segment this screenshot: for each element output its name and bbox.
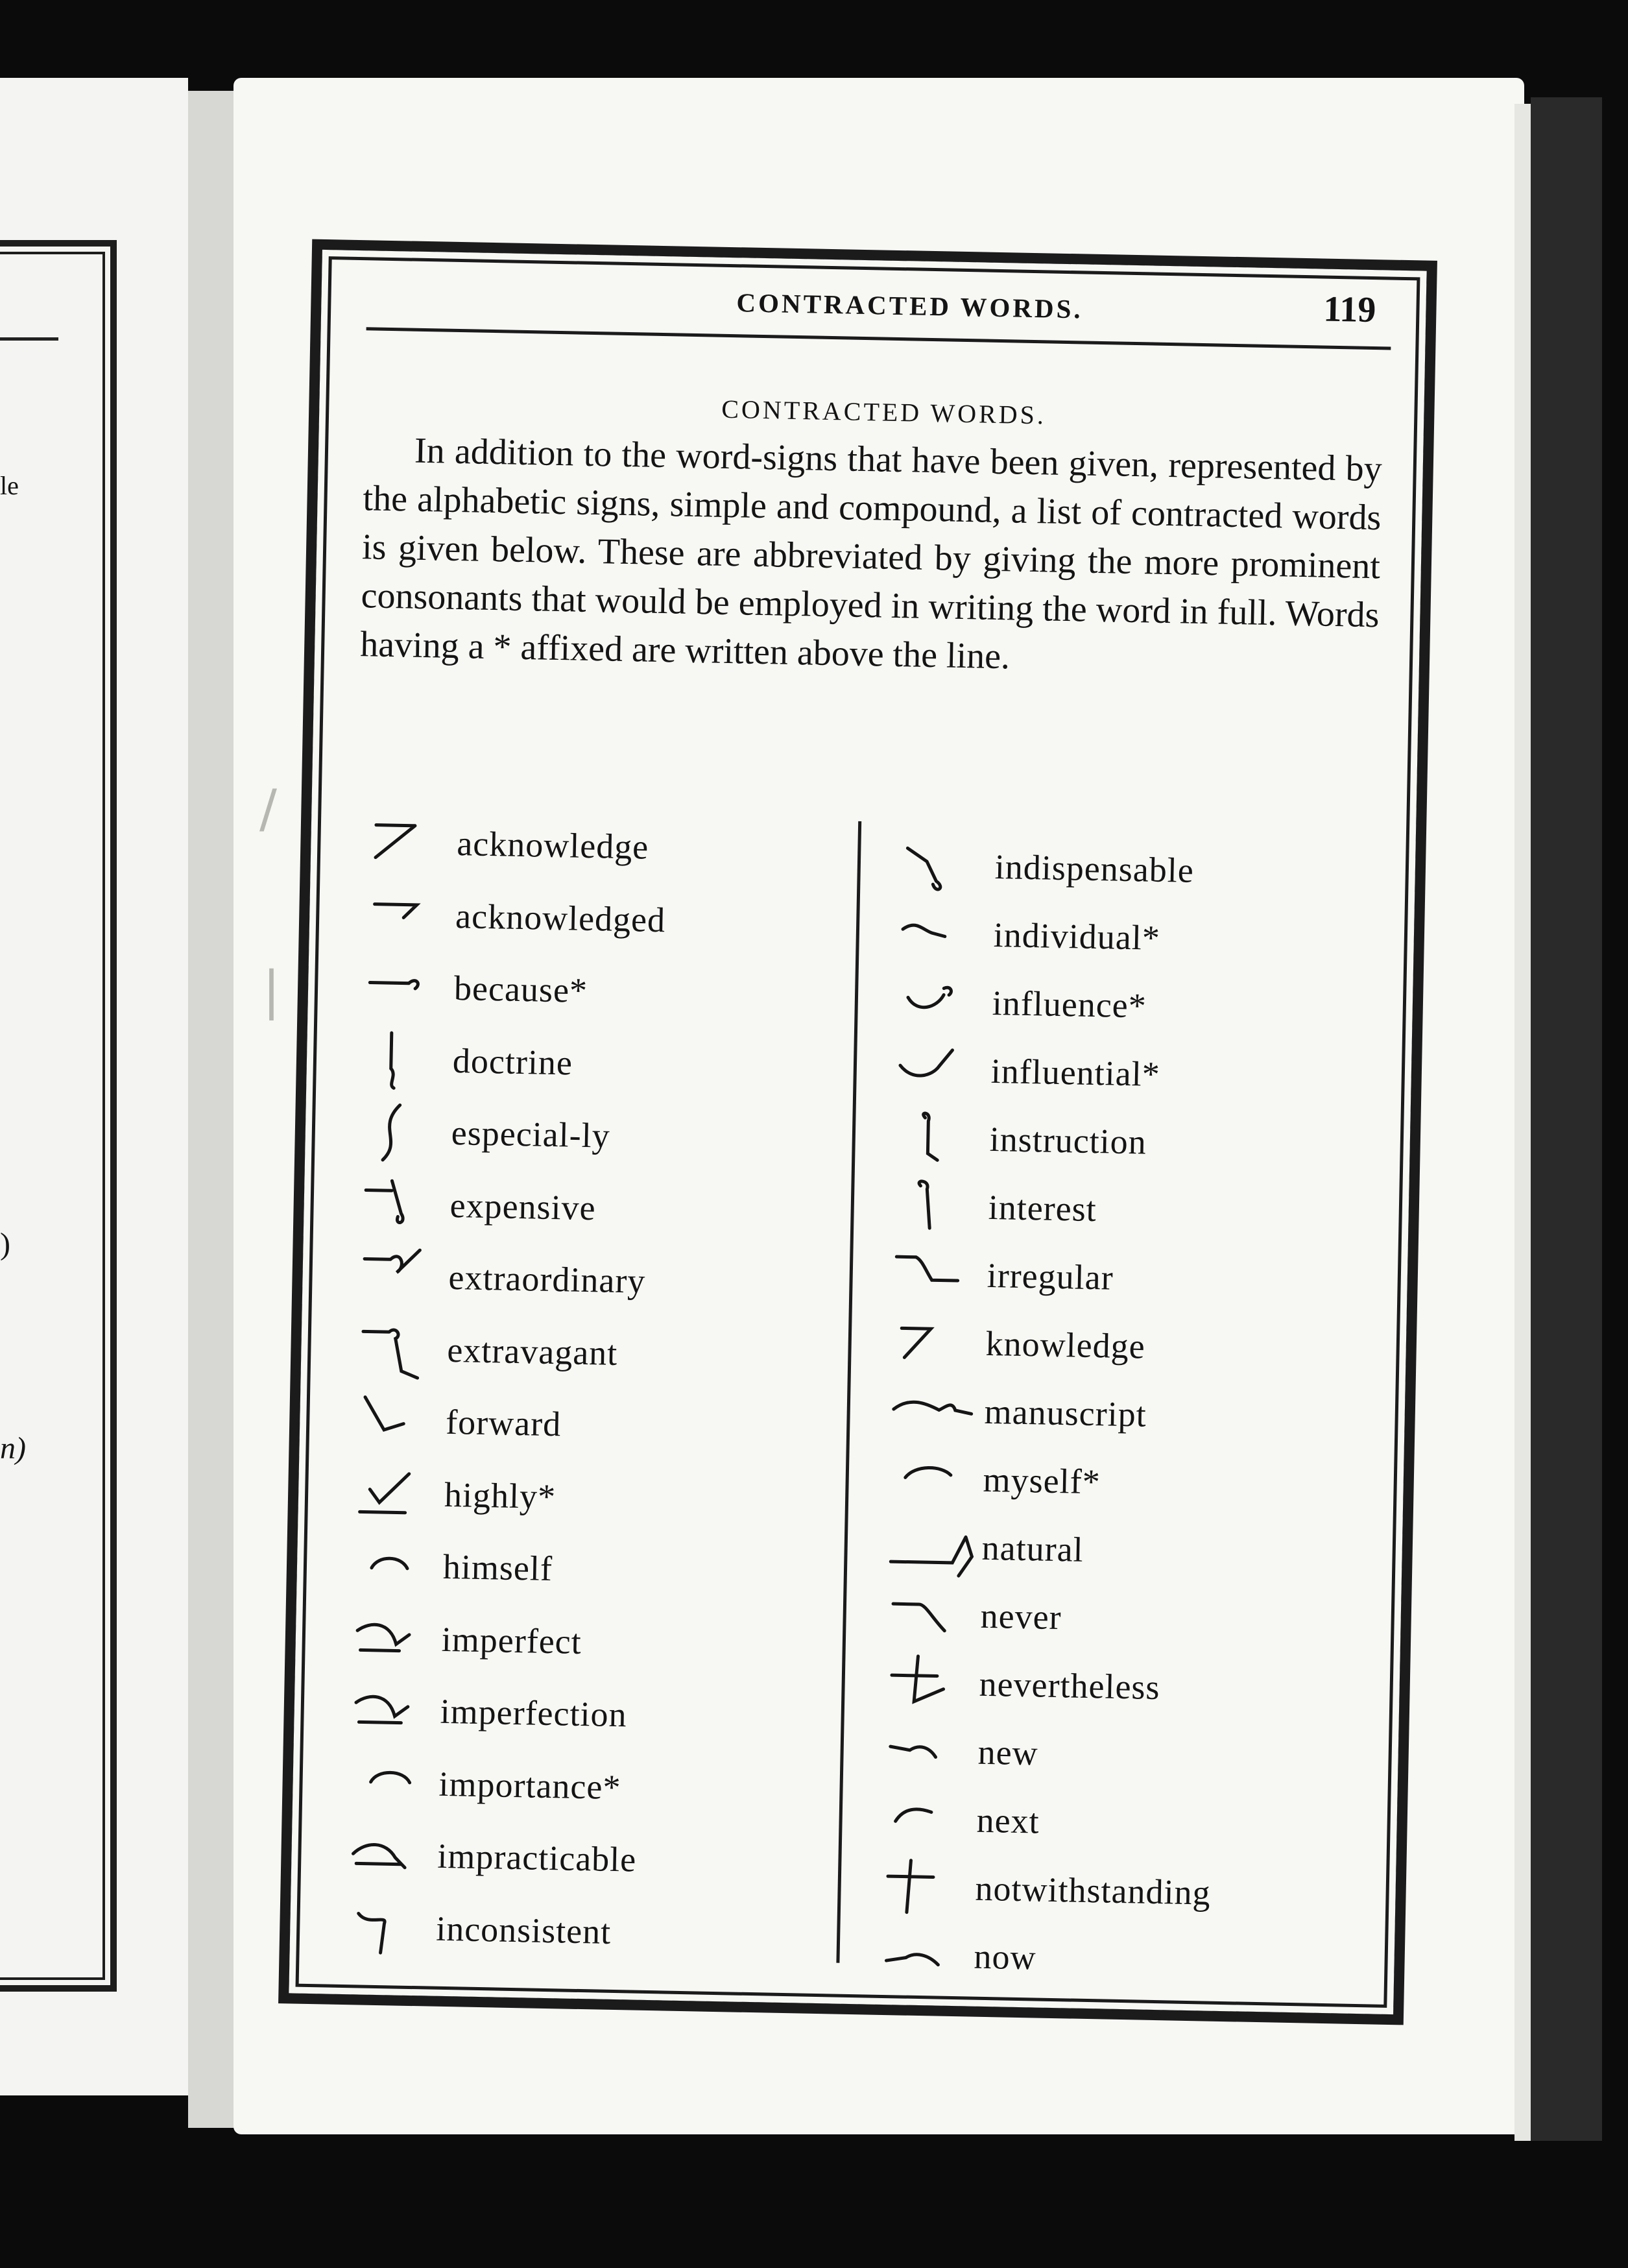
word-entry	[296, 1544, 553, 1602]
contracted-word: imperfection	[440, 1691, 628, 1735]
book-gutter	[188, 91, 240, 2128]
section-title: CONTRACTED WORDS.	[721, 394, 1047, 430]
contracted-word: especial-ly	[451, 1113, 611, 1155]
facing-page-border	[0, 240, 117, 1992]
word-entry	[298, 1471, 557, 1530]
contracted-word: influence*	[992, 983, 1147, 1026]
shorthand-icon	[895, 1107, 981, 1167]
shorthand-icon	[363, 1101, 449, 1161]
contracted-word: myself*	[983, 1460, 1101, 1502]
contracted-word: never	[980, 1596, 1062, 1637]
contracted-word: interest	[988, 1187, 1097, 1229]
contracted-word: imperfect	[441, 1619, 582, 1661]
shorthand-icon	[881, 1857, 966, 1916]
contracted-word: because*	[453, 969, 588, 1010]
shorthand-icon	[894, 1176, 979, 1235]
facing-page-rule	[0, 337, 58, 341]
contracted-word: impracticable	[437, 1836, 637, 1879]
shorthand-icon	[887, 1516, 973, 1576]
shorthand-icon	[883, 1720, 969, 1780]
shorthand-icon	[359, 1318, 445, 1378]
shorthand-icon	[357, 1390, 443, 1450]
shorthand-icon	[366, 956, 451, 1016]
shorthand-icon	[882, 1789, 968, 1848]
column-divider	[836, 821, 861, 1963]
shorthand-icon	[356, 1463, 442, 1523]
shorthand-icon	[885, 1652, 970, 1712]
intro-paragraph: In addition to the word-signs that have been given, represented by the alphabetic signs, simple and compound, a list of contracted words is given below. These are abbreviated by giving the more prominent consonants that would be employed in writing the word in full. Words having a * affixed are written above the line.	[359, 430, 1383, 677]
shorthand-icon	[353, 1608, 439, 1667]
contracted-word: nevertheless	[979, 1664, 1161, 1707]
shorthand-icon	[898, 971, 983, 1031]
word-entry	[305, 1110, 611, 1168]
shorthand-icon	[900, 835, 986, 895]
book-edge	[1531, 97, 1602, 2141]
facing-page-fragment: )	[0, 1227, 10, 1261]
contracted-word: himself	[442, 1547, 553, 1589]
shorthand-icon	[348, 1897, 434, 1957]
word-entry	[295, 1616, 582, 1674]
contracted-word: expensive	[449, 1185, 597, 1227]
word-entry	[289, 1905, 612, 1964]
contracted-word: natural	[981, 1528, 1084, 1569]
word-entry	[302, 1255, 646, 1313]
contracted-word: manuscript	[984, 1392, 1147, 1434]
contracted-word: notwithstanding	[975, 1868, 1212, 1912]
page-number: 119	[1323, 289, 1376, 331]
contracted-word: forward	[445, 1402, 562, 1444]
shorthand-icon	[886, 1584, 972, 1644]
word-entry	[293, 1761, 622, 1819]
contracted-word: now	[974, 1936, 1037, 1977]
contracted-word: inconsistent	[435, 1909, 612, 1951]
shorthand-icon	[889, 1448, 974, 1508]
header-rule	[366, 327, 1391, 350]
word-entry	[306, 1037, 573, 1096]
shorthand-icon	[355, 1535, 440, 1595]
shorthand-icon	[350, 1824, 435, 1884]
contracted-word: extraordinary	[448, 1257, 646, 1301]
shorthand-icon	[365, 1029, 450, 1089]
contracted-word: next	[976, 1800, 1040, 1841]
shorthand-icon	[891, 1312, 977, 1371]
running-head: CONTRACTED WORDS.	[736, 287, 1084, 324]
shorthand-icon	[362, 1174, 448, 1233]
shorthand-icon	[369, 812, 455, 871]
contracted-word: importance*	[438, 1764, 622, 1807]
contracted-word: acknowledge	[456, 824, 649, 867]
word-entry	[300, 1327, 618, 1385]
contracted-word: knowledge	[985, 1323, 1146, 1366]
word-entry	[304, 1182, 597, 1240]
contracted-word: individual*	[993, 915, 1161, 958]
word-entry	[294, 1651, 1161, 1709]
word-entry	[292, 1787, 1040, 1845]
shorthand-icon	[351, 1752, 437, 1812]
word-entry	[307, 965, 588, 1024]
contracted-word: highly*	[444, 1475, 557, 1516]
word-entry	[291, 1833, 637, 1891]
shorthand-icon	[361, 1246, 446, 1305]
contracted-word: new	[977, 1732, 1039, 1773]
shorthand-icon	[880, 1925, 965, 1984]
pencil-mark: /	[259, 778, 277, 839]
shorthand-icon	[896, 1039, 982, 1099]
word-entry	[310, 821, 649, 879]
contracted-word: instruction	[989, 1119, 1147, 1162]
contracted-word: indispensable	[994, 847, 1195, 890]
shorthand-icon	[352, 1680, 438, 1739]
word-entry	[299, 1399, 562, 1458]
word-entry	[309, 893, 666, 951]
contracted-word: acknowledged	[455, 896, 666, 939]
shorthand-icon	[899, 903, 985, 963]
word-entry	[293, 1719, 1039, 1777]
contracted-word: extravagant	[446, 1330, 618, 1373]
contracted-word: influential*	[990, 1051, 1161, 1094]
contracted-word: irregular	[987, 1255, 1114, 1297]
word-entry	[294, 1688, 628, 1746]
shorthand-icon	[890, 1380, 976, 1440]
facing-page	[0, 78, 188, 2095]
shorthand-icon	[367, 884, 453, 944]
page-frame	[278, 239, 1437, 2025]
facing-page-fragment: le	[0, 471, 19, 500]
shorthand-icon	[892, 1244, 978, 1303]
pencil-mark: |	[263, 960, 280, 1020]
contracted-word: doctrine	[452, 1041, 573, 1083]
facing-page-fragment: n)	[0, 1431, 26, 1466]
